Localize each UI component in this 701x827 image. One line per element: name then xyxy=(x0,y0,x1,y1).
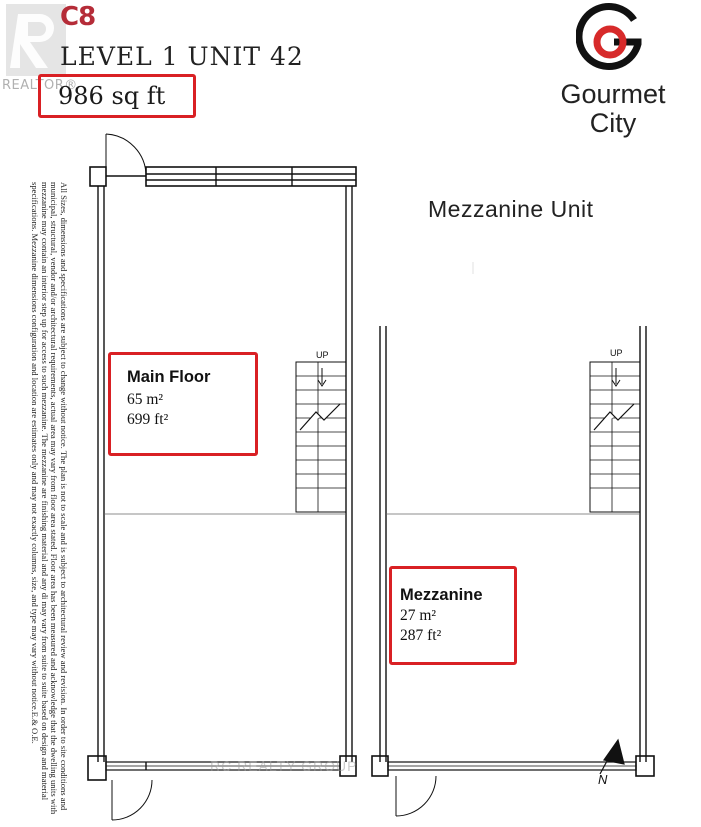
mezzanine-plan xyxy=(372,262,654,816)
room-area-imperial: 699 ft² xyxy=(127,411,169,428)
total-area: 986 sq ft xyxy=(58,82,166,110)
room-name: Main Floor xyxy=(127,368,211,386)
brand-line-1: Gourmet xyxy=(560,79,666,109)
plan-subtitle: Mezzanine Unit xyxy=(428,196,594,222)
compass-label: N xyxy=(598,772,608,787)
disclaimer-text: All Sizes, dimensions and specifications are subject to change without notice. The plan is not to scale and is subject to architectural review and revision. In order to site conditions and municipal, structural, vendor and/or architectural requirements, actual area may vary from floor area stated. Floor area has been measured and acknowledge that the dwelling units with mezzanine may contain an interior step up for access to such mezzanine. The mezzanine are finishing material and any di may vary from suite to suite based on design and material specifications. Mezzanine dimensions configuration and location are estimates only and may not exactly columns, size, and type may vary without notice.E.& O.E. xyxy=(30,182,69,815)
room-area-imperial: 287 ft² xyxy=(400,627,442,644)
realtor-watermark: REALTOR® xyxy=(2,78,78,93)
footer-watermark: RC REALTY GROUP xyxy=(210,758,358,774)
room-area-metric: 65 m² xyxy=(127,391,164,408)
room-name: Mezzanine xyxy=(400,586,483,604)
brand-line-2: City xyxy=(589,108,637,138)
stairs-up-label: UP xyxy=(610,348,623,358)
page-title: LEVEL 1 UNIT 42 xyxy=(60,42,304,71)
room-area-metric: 27 m² xyxy=(400,607,437,624)
main-floor-label xyxy=(127,368,210,429)
stairs-up-label: UP xyxy=(316,350,329,360)
watermark-code: C8 xyxy=(60,2,96,32)
north-arrow-icon xyxy=(600,740,624,774)
main-floor-plan xyxy=(88,134,356,820)
mezzanine-label xyxy=(400,586,483,645)
